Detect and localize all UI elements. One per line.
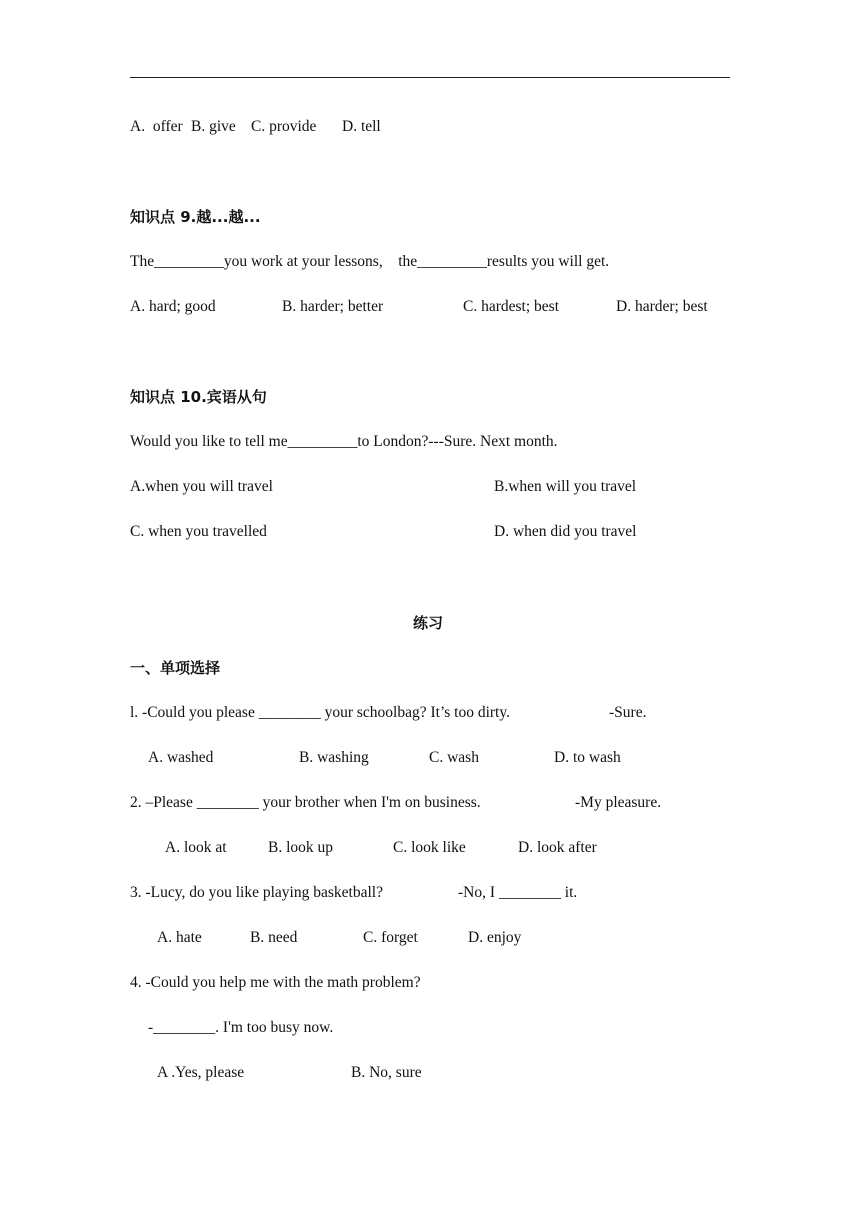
kp9-option-d: D. harder; best — [616, 298, 708, 315]
q3-option-c: C. forget — [363, 929, 418, 946]
q3-option-d: D. enjoy — [468, 929, 522, 946]
kp10-question: Would you like to tell me_________to London?---Sure. Next month. — [130, 433, 558, 450]
kp9-option-a: A. hard; good — [130, 298, 216, 315]
q2-reply: -My pleasure. — [575, 794, 662, 811]
q2-option-a: A. look at — [165, 839, 227, 856]
q1-reply: -Sure. — [609, 704, 647, 721]
kp9-option-c: C. hardest; best — [463, 298, 559, 315]
q3-option-a: A. hate — [157, 929, 202, 946]
q3-option-b: B. need — [250, 929, 298, 946]
kp10-option-b: B.when will you travel — [494, 478, 637, 495]
q4-option-a: A .Yes, please — [157, 1064, 245, 1081]
q2-option-c: C. look like — [393, 839, 466, 856]
q3-reply: -No, I ________ it. — [458, 884, 578, 901]
kp10-heading: 知识点 10.宾语从句 — [130, 388, 267, 406]
kp9-question: The_________you work at your lessons, the_________results you will get. — [130, 253, 610, 270]
q1-option-c: C. wash — [429, 749, 479, 766]
section-heading: 一、单项选择 — [130, 659, 221, 677]
prev-option-a: A. offer — [130, 118, 183, 135]
q1-option-b: B. washing — [299, 749, 369, 766]
prev-option-d: D. tell — [342, 118, 381, 135]
kp9-heading: 知识点 9.越...越... — [130, 208, 261, 226]
q2-stem: 2. –Please ________ your brother when I'm on business. — [130, 794, 481, 811]
kp10-option-c: C. when you travelled — [130, 523, 267, 540]
q1-stem: l. -Could you please ________ your schoolbag? It’s too dirty. — [130, 704, 510, 721]
kp10-option-a: A.when you will travel — [130, 478, 273, 495]
q1-option-d: D. to wash — [554, 749, 621, 766]
q4-stem: 4. -Could you help me with the math problem? — [130, 974, 421, 991]
q4-option-b: B. No, sure — [351, 1064, 422, 1081]
header-rule — [130, 77, 730, 78]
practice-title: 练习 — [413, 614, 444, 632]
prev-option-b: B. give — [191, 118, 236, 135]
kp9-option-b: B. harder; better — [282, 298, 384, 315]
q3-stem: 3. -Lucy, do you like playing basketball? — [130, 884, 383, 901]
kp10-option-d: D. when did you travel — [494, 523, 637, 540]
q2-option-d: D. look after — [518, 839, 597, 856]
q4-reply: -________. I'm too busy now. — [148, 1019, 334, 1036]
q1-option-a: A. washed — [148, 749, 214, 766]
q2-option-b: B. look up — [268, 839, 334, 856]
prev-option-c: C. provide — [251, 118, 317, 135]
